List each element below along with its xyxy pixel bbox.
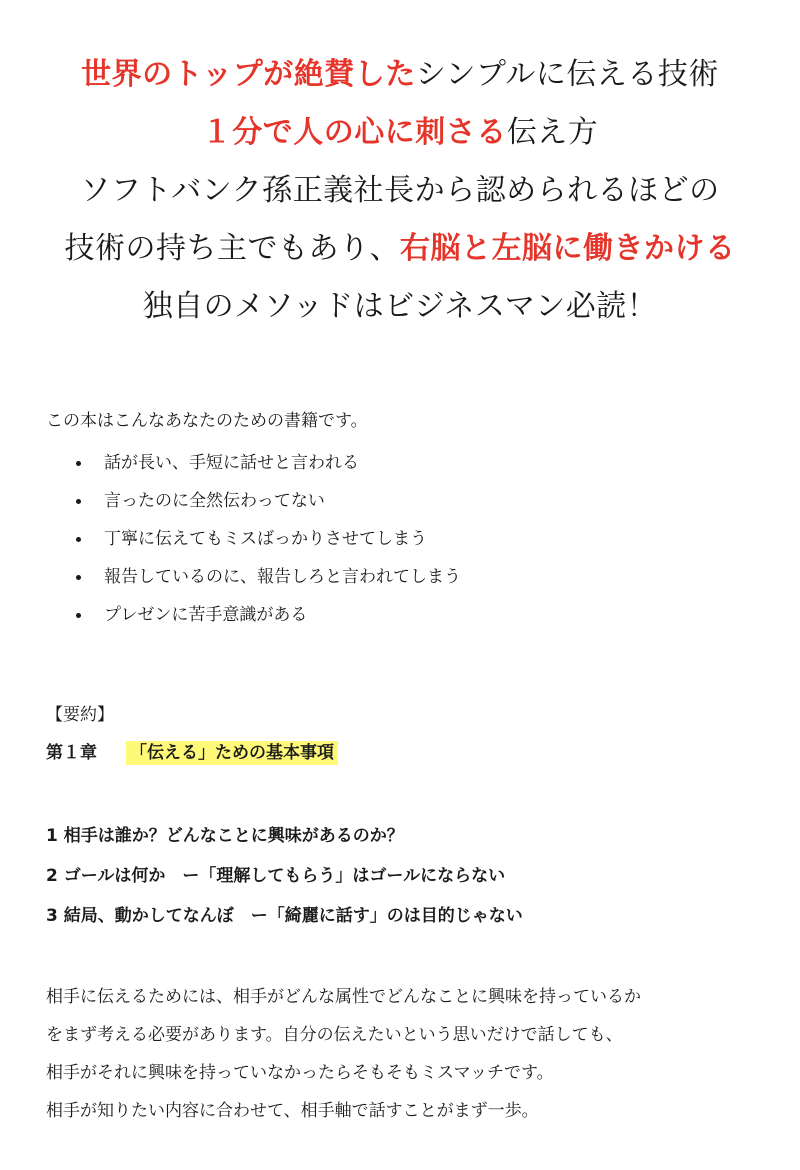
headline-line-1 (0, 46, 800, 104)
headline-line-5 (0, 278, 800, 336)
headline-emphasis: １分で人の心に刺さる (201, 115, 507, 150)
headline-text: 独自のメソッドはビジネスマン必読！ (142, 289, 658, 324)
paragraph-line: 相手が知りたい内容に合わせて、相手軸で話すことがまず一歩。 (46, 1101, 539, 1121)
intro-section (46, 406, 461, 634)
list-item: 丁寧に伝えてもミスばっかりさせてしまう (76, 520, 461, 558)
list-item: 言ったのに全然伝わってない (76, 482, 461, 520)
headline-block (0, 0, 800, 336)
list-item: 話が長い、手短に話せと言われる (76, 444, 461, 482)
key-point: 1 相手は誰か？どんなことに興味があるのか？ (46, 826, 404, 846)
chapter-heading (46, 738, 766, 768)
headline-text: シンプルに伝える技術 (415, 57, 719, 92)
intro-lead: この本はこんなあなたのための書籍です。 (46, 411, 368, 431)
key-point: 2 ゴールは何か ー「理解してもらう」はゴールにならない (46, 866, 506, 886)
target-reader-list (46, 444, 461, 634)
headline-text: ソフトバンク孫正義社長から認められるほどの (80, 173, 720, 208)
list-item: 報告しているのに、報告しろと言われてしまう (76, 558, 461, 596)
paragraph-line: 相手がそれに興味を持っていなかったらそもそもミスマッチです。 (46, 1063, 554, 1083)
headline-line-4 (0, 220, 800, 278)
paragraph-line: をまず考える必要があります。自分の伝えたいという思いだけで話しても、 (46, 1025, 623, 1045)
paragraph-line: 相手に伝えるためには、相手がどんな属性でどんなことに興味を持っているか (46, 987, 641, 1007)
summary-paragraph (46, 978, 766, 1130)
headline-emphasis: 右脳と左脳に働きかける (400, 231, 736, 266)
headline-emphasis: 世界のトップが絶賛した (81, 57, 416, 92)
headline-text: 技術の持ち主でもあり、 (64, 231, 400, 266)
key-point: 3 結局、動かしてなんぼ ー「綺麗に話す」のは目的じゃない (46, 906, 523, 926)
summary-label: 【要約】 (46, 705, 114, 725)
list-item: プレゼンに苦手意識がある (76, 596, 461, 634)
chapter-number: 第１章 (46, 743, 97, 763)
chapter-title-highlight: 「伝える」ための基本事項 (126, 741, 338, 765)
key-points (46, 816, 766, 936)
headline-text: 伝え方 (506, 115, 599, 150)
headline-line-2 (0, 104, 800, 162)
summary-section (46, 700, 766, 1130)
headline-line-3 (0, 162, 800, 220)
